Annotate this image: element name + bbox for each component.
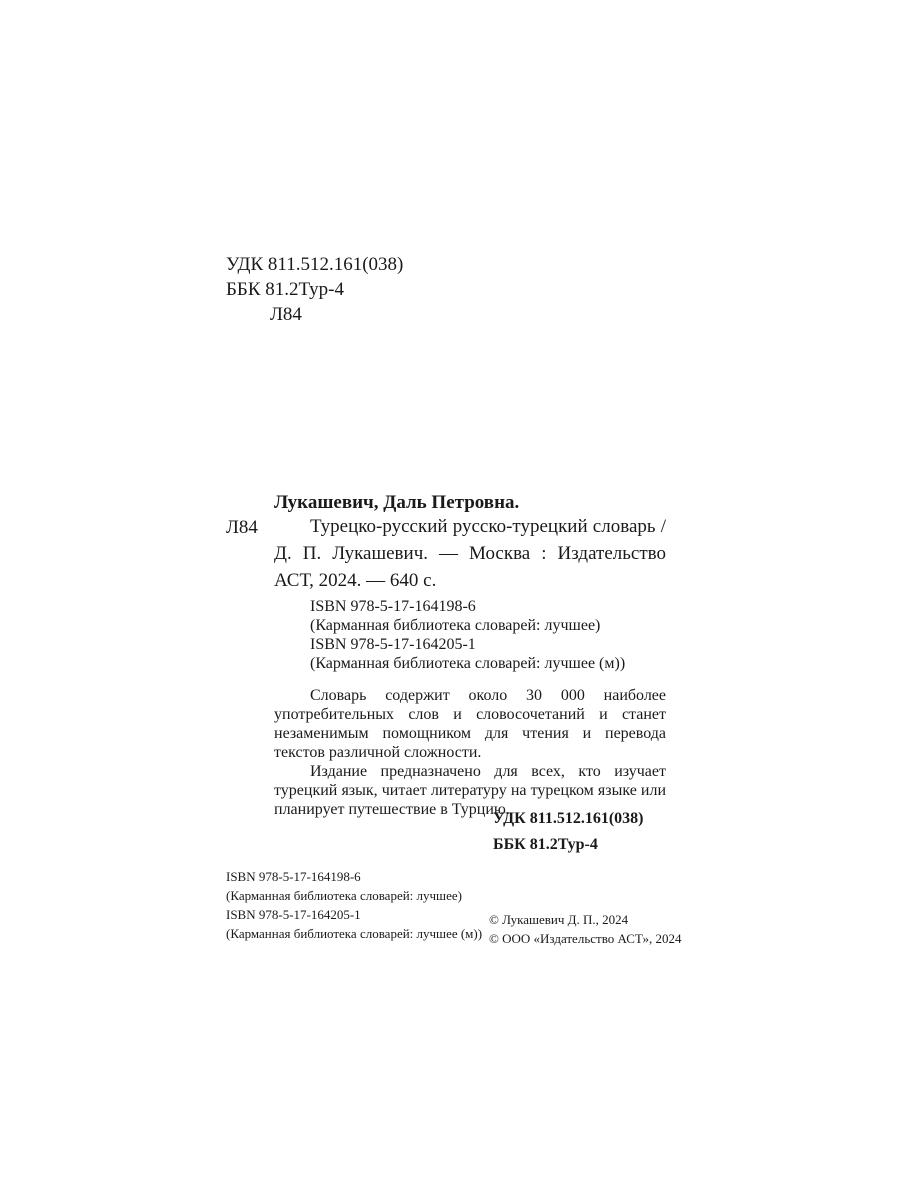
annotation-paragraph: Словарь содержит около 30 000 наиболее употребительных слов и словосочетаний и станет незаменимым помощником для чтения и перевода текстов различной сложности. [274, 687, 666, 761]
annotation-paragraph: Издание предназначено для всех, кто изучает турецкий язык, читает литературу на турецком языке или планирует путешествие в Турцию. [274, 763, 666, 818]
series-line: (Карманная библиотека словарей: лучшее (м)) [226, 926, 483, 941]
copyright-line: © Лукашевич Д. П., 2024 [489, 912, 629, 927]
isbn-line: ISBN 978-5-17-164205-1 [310, 636, 476, 653]
isbn-line: ISBN 978-5-17-164198-6 [310, 598, 476, 615]
entry-cutter-code: Л84 [226, 517, 258, 538]
annotation [274, 686, 666, 819]
bibliographic-description: Турецко-русский русско-турецкий словарь / Д. П. Лукашевич. — Москва : Издательство АСТ, 2024. — 640 с. [274, 516, 666, 591]
copyright-line: © ООО «Издательство АСТ», 2024 [489, 931, 682, 946]
bbk-code-bold: ББК 81.2Тур-4 [493, 836, 598, 853]
udk-code: УДК 811.512.161(038) [226, 254, 404, 275]
series-line: (Карманная библиотека словарей: лучшее) [226, 888, 462, 903]
bbk-code: ББК 81.2Тур-4 [226, 279, 344, 300]
cutter-code: Л84 [270, 304, 302, 325]
entry-classification-codes [493, 806, 644, 858]
author-heading: Лукашевич, Даль Петровна. [274, 492, 520, 513]
series-line: (Карманная библиотека словарей: лучшее) [310, 617, 601, 634]
footer-isbn-list [226, 867, 482, 943]
series-line: (Карманная библиотека словарей: лучшее (м)) [310, 655, 626, 672]
entry-isbn-list [310, 597, 625, 673]
udk-code-bold: УДК 811.512.161(038) [493, 810, 644, 827]
classification-codes [226, 252, 403, 327]
isbn-line: ISBN 978-5-17-164198-6 [226, 869, 361, 884]
copyright-block [489, 910, 682, 948]
isbn-line: ISBN 978-5-17-164205-1 [226, 907, 361, 922]
